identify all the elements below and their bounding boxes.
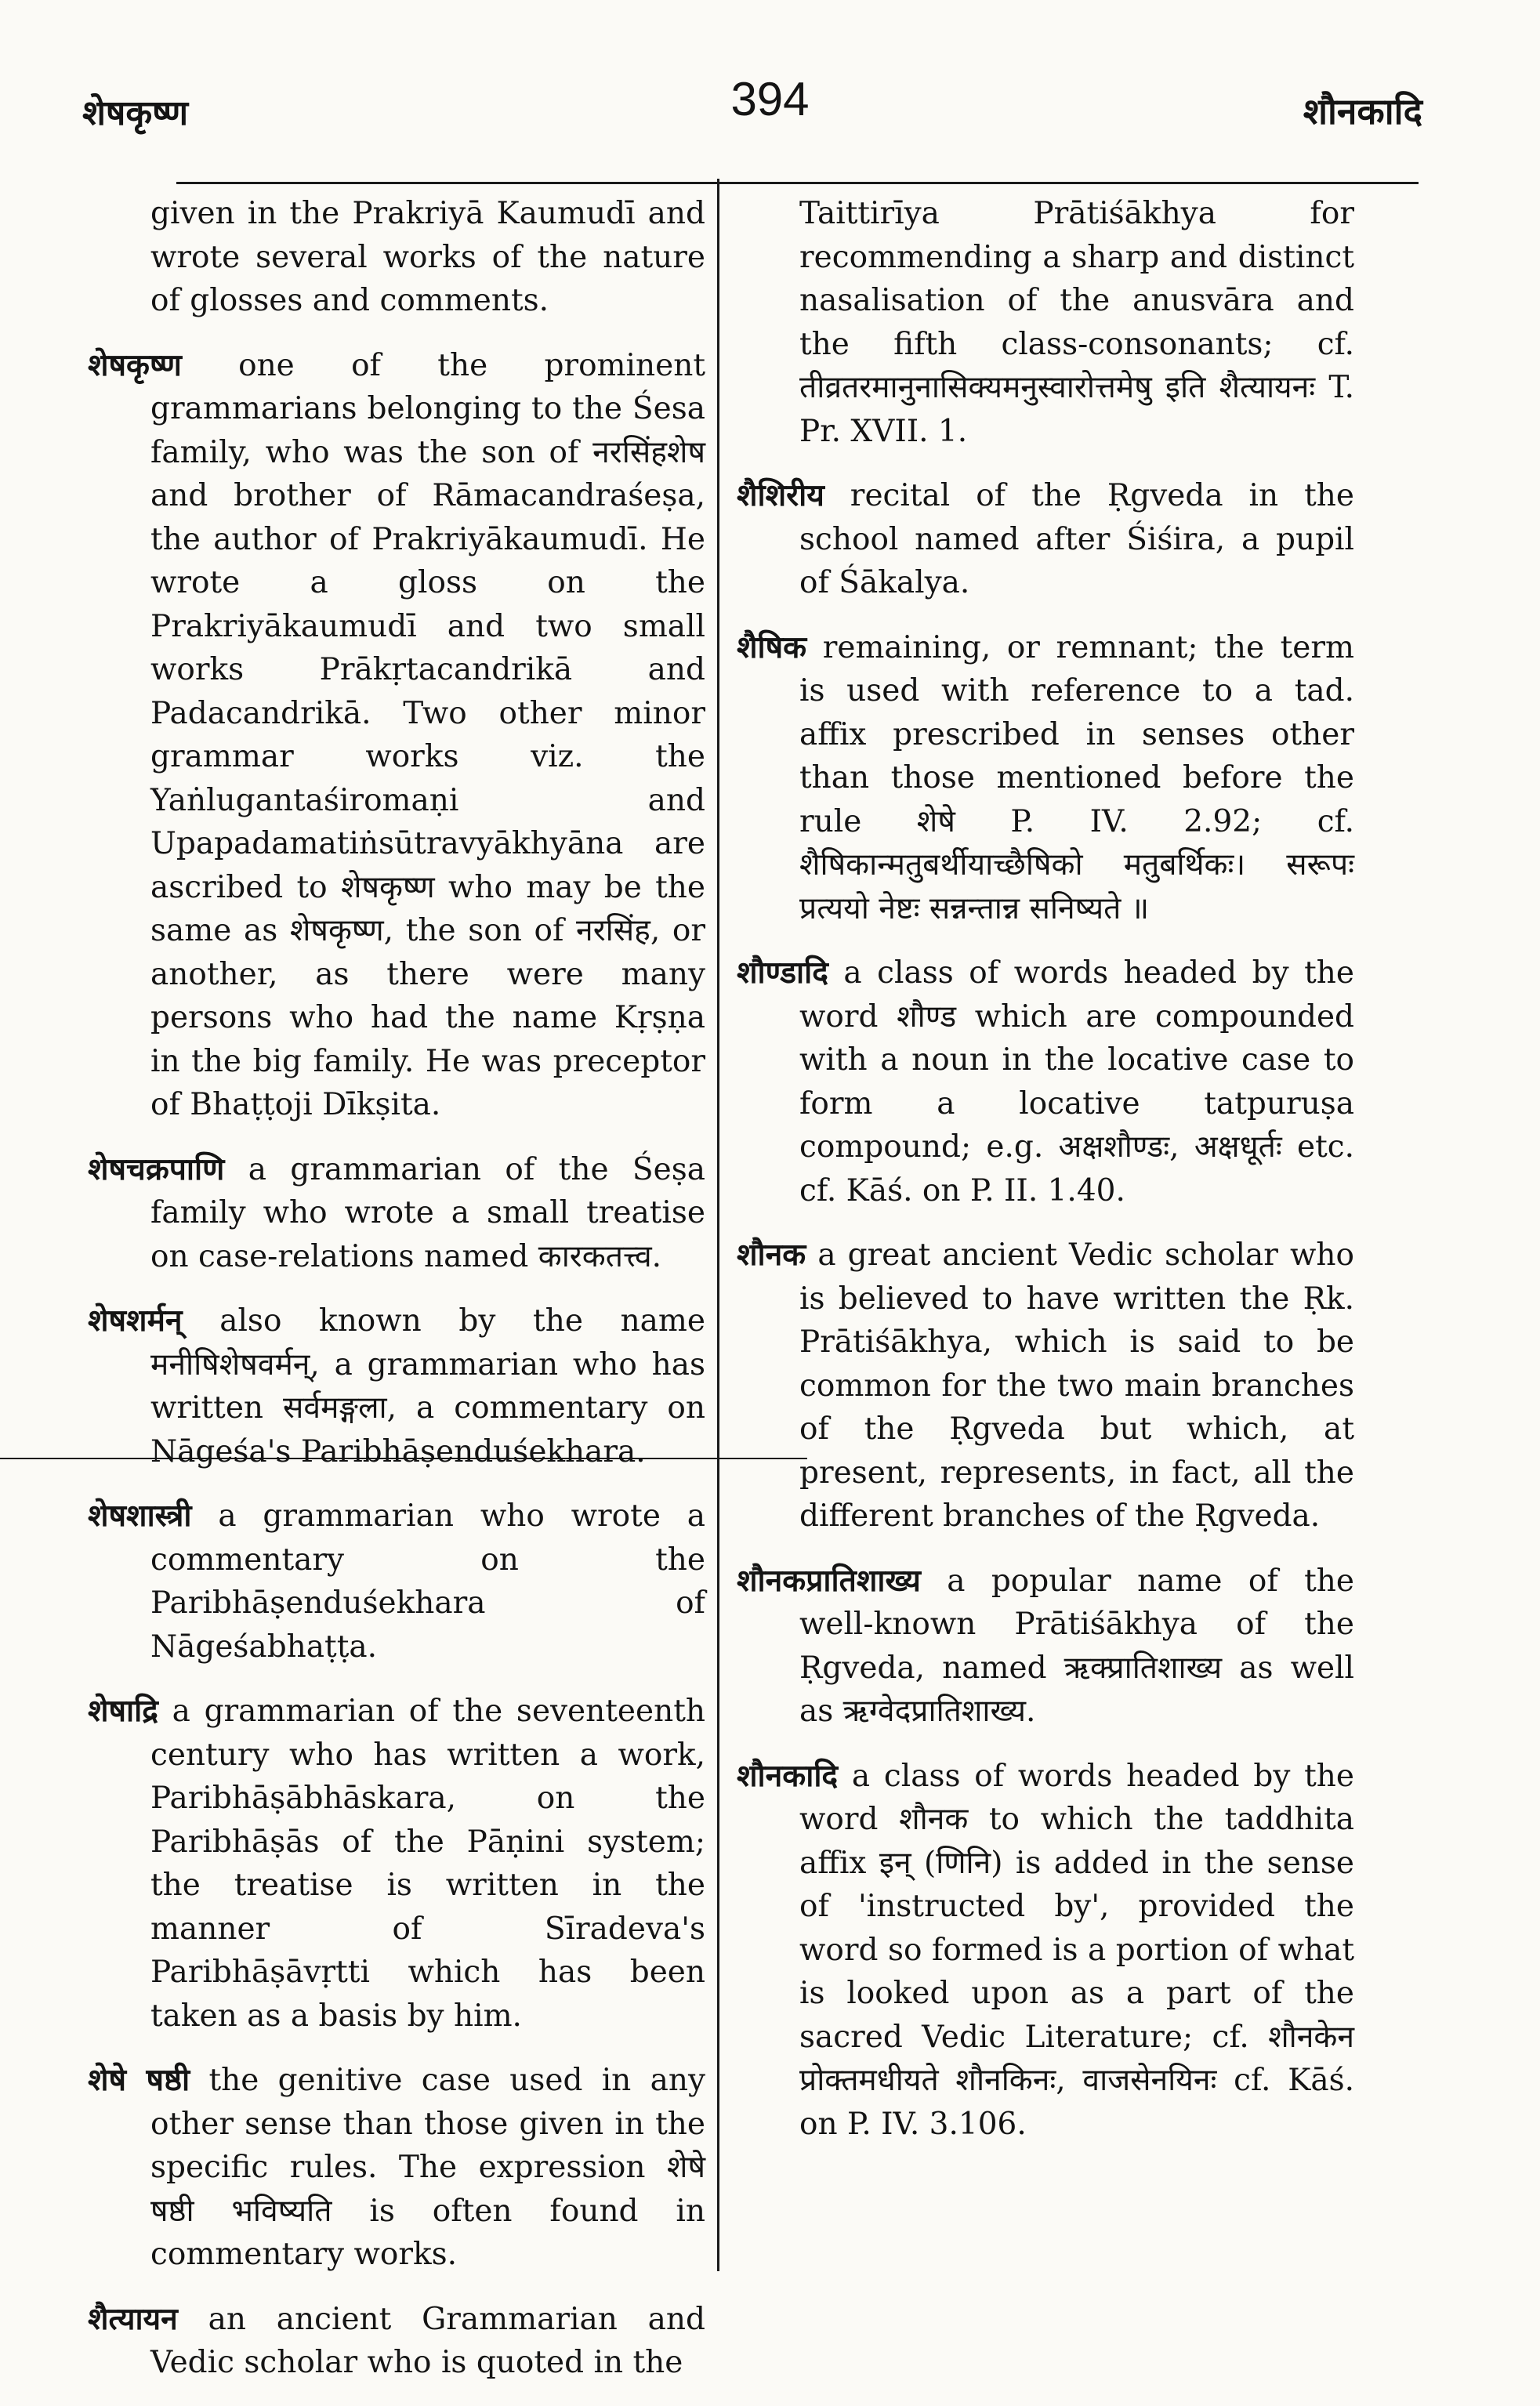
dictionary-entry xyxy=(88,344,705,1127)
column-divider xyxy=(717,179,719,2271)
running-head-left: शेषकृष्ण xyxy=(82,93,189,133)
entry-headword: शेषशर्मन् xyxy=(88,1303,183,1339)
entry-definition: the genitive case used in any other sense than those given in the specific rules. The expression शेषे षष्ठी भविष्यति is often found in commentary works. xyxy=(150,2063,705,2272)
dictionary-entry xyxy=(88,2298,705,2385)
entry-definition: a grammarian of the Śeṣa family who wrote a small treatise on case-relations named कारकतत्त्व. xyxy=(150,1151,705,1274)
entry-headword: शौनकप्रातिशाख्य xyxy=(737,1562,921,1599)
entry-headword: शैत्यायन xyxy=(88,2300,178,2337)
entry-definition: a grammarian who wrote a commentary on the Paribhāṣenduśekhara of Nāgeśabhaṭṭa. xyxy=(150,1498,705,1665)
dictionary-entry xyxy=(88,1148,705,1279)
dictionary-entry xyxy=(88,1299,705,1473)
entry-headword: शौनक xyxy=(737,1237,806,1273)
entry-headword: शैशिरीय xyxy=(737,477,824,513)
entry-headword: शैषिक xyxy=(737,629,807,665)
right-column xyxy=(737,192,1354,2167)
entry-headword: शेषचक्रपाणि xyxy=(88,1150,225,1187)
entry-definition: an ancient Grammarian and Vedic scholar who is quoted in the xyxy=(150,2301,705,2380)
entry-definition: recital of the Ṛgveda in the school named after Śiśira, a pupil of Śākalya. xyxy=(799,478,1354,600)
dictionary-entry xyxy=(88,1495,705,1669)
entry-headword: शौनकादि xyxy=(737,1757,839,1794)
dictionary-entry xyxy=(737,1560,1354,1734)
entry-headword: शौण्डादि xyxy=(737,955,828,991)
header-rule xyxy=(176,182,1419,184)
dictionary-entry xyxy=(737,626,1354,931)
entry-headword: शेषाद्रि xyxy=(88,1693,158,1729)
page-header xyxy=(0,0,1540,168)
entry-headword: शेषशास्त्री xyxy=(88,1498,192,1534)
entry-definition: one of the prominent grammarians belonging to the Śesa family, who was the son of नरसिंहशेष and brother of Rāmacandraśeṣa, the author of Prakriyākaumudī. He wrote a gloss on the Prakriyākaumudī and two small works Prākṛtacandrikā and Padacandrikā. Two other minor grammar works viz. the Yaṅlugantaśiromaṇi and Upapadamatiṅsūtravyākhyāna are ascribed to शेषकृष्ण who may be the same as शेषकृष्ण, the son of नरसिंह, or another, as there were many persons who had the name Kṛṣṇa in the big family. He was preceptor of Bhaṭṭoji Dīkṣita. xyxy=(150,347,705,1122)
running-head-right: शौनकादि xyxy=(1303,90,1422,132)
dictionary-entry xyxy=(737,474,1354,605)
entry-headword: शेषे षष्ठी xyxy=(88,2062,190,2098)
dictionary-entry xyxy=(88,2059,705,2277)
dictionary-entry xyxy=(737,1755,1354,2147)
continuation-text: Taittirīya Prātiśākhya for recommending a sharp and distinct nasalisation of the anusvāra and the fifth class-consonants; cf. तीव्रतरमानुनासिक्यमनुस्वारोत्तमेषु इति शैत्यायनः T. Pr. XVII. 1. xyxy=(799,196,1354,449)
left-column xyxy=(88,192,705,2406)
dictionary-entry xyxy=(737,1234,1354,1538)
dictionary-entry xyxy=(88,1690,705,2038)
continuation-text: given in the Prakriyā Kaumudī and wrote several works of the nature of glosses and comments. xyxy=(150,196,705,318)
entry-definition: a popular name of the well-known Prātiśākhya of the Ṛgveda, named ऋक्प्रातिशाख्य as well as ऋग्वेदप्रातिशाख्य. xyxy=(799,1563,1354,1729)
entry-definition: a grammarian of the seventeenth century who has written a work, Paribhāṣābhāskara, on the Paribhāṣās of the Pāṇini system; the treatise is written in the manner of Sīradeva's Paribhāṣāvṛtti which has been taken as a basis by him. xyxy=(150,1694,705,2034)
entry-definition: a class of words headed by the word शौण्ड which are compounded with a noun in the locative case to form a locative tatpuruṣa compound; e.g. अक्षशौण्डः, अक्षधूर्तः etc. cf. Kāś. on P. II. 1.40. xyxy=(799,955,1354,1208)
entry-definition: also known by the name मनीषिशेषवर्मन्, a grammarian who has written सर्वमङ्गला, a commentary on Nāgeśa's Paribhāṣenduśekhara. xyxy=(150,1303,705,1469)
entry-definition: remaining, or remnant; the term is used with reference to a tad. affix prescribed in senses other than those mentioned before the rule शेषे P. IV. 2.92; cf. शैषिकान्मतुबर्थीयाच्छैषिको मतुबर्थिकः। सरूपः प्रत्ययो नेष्टः सन्नन्तान्न सनिष्यते ॥ xyxy=(799,629,1354,926)
dictionary-entry xyxy=(737,951,1354,1212)
entry-definition: a class of words headed by the word शौनक to which the taddhita affix इन् (णिनि) is added in the sense of 'instructed by', provided the word so formed is a portion of what is looked upon as a part of the sacred Vedic Literature; cf. शौनकेन प्रोक्तमधीयते शौनकिनः, वाजसेनयिनः cf. Kāś. on P. IV. 3.106. xyxy=(799,1758,1354,2142)
entry-definition: a great ancient Vedic scholar who is believed to have written the Ṛk. Prātiśākhya, which is said to be common for the two main branches of the Ṛgveda but which, at present, represents, in fact, all the different branches of the Ṛgveda. xyxy=(799,1237,1354,1534)
entry-headword: शेषकृष्ण xyxy=(88,346,182,383)
page-number: 394 xyxy=(730,73,810,125)
